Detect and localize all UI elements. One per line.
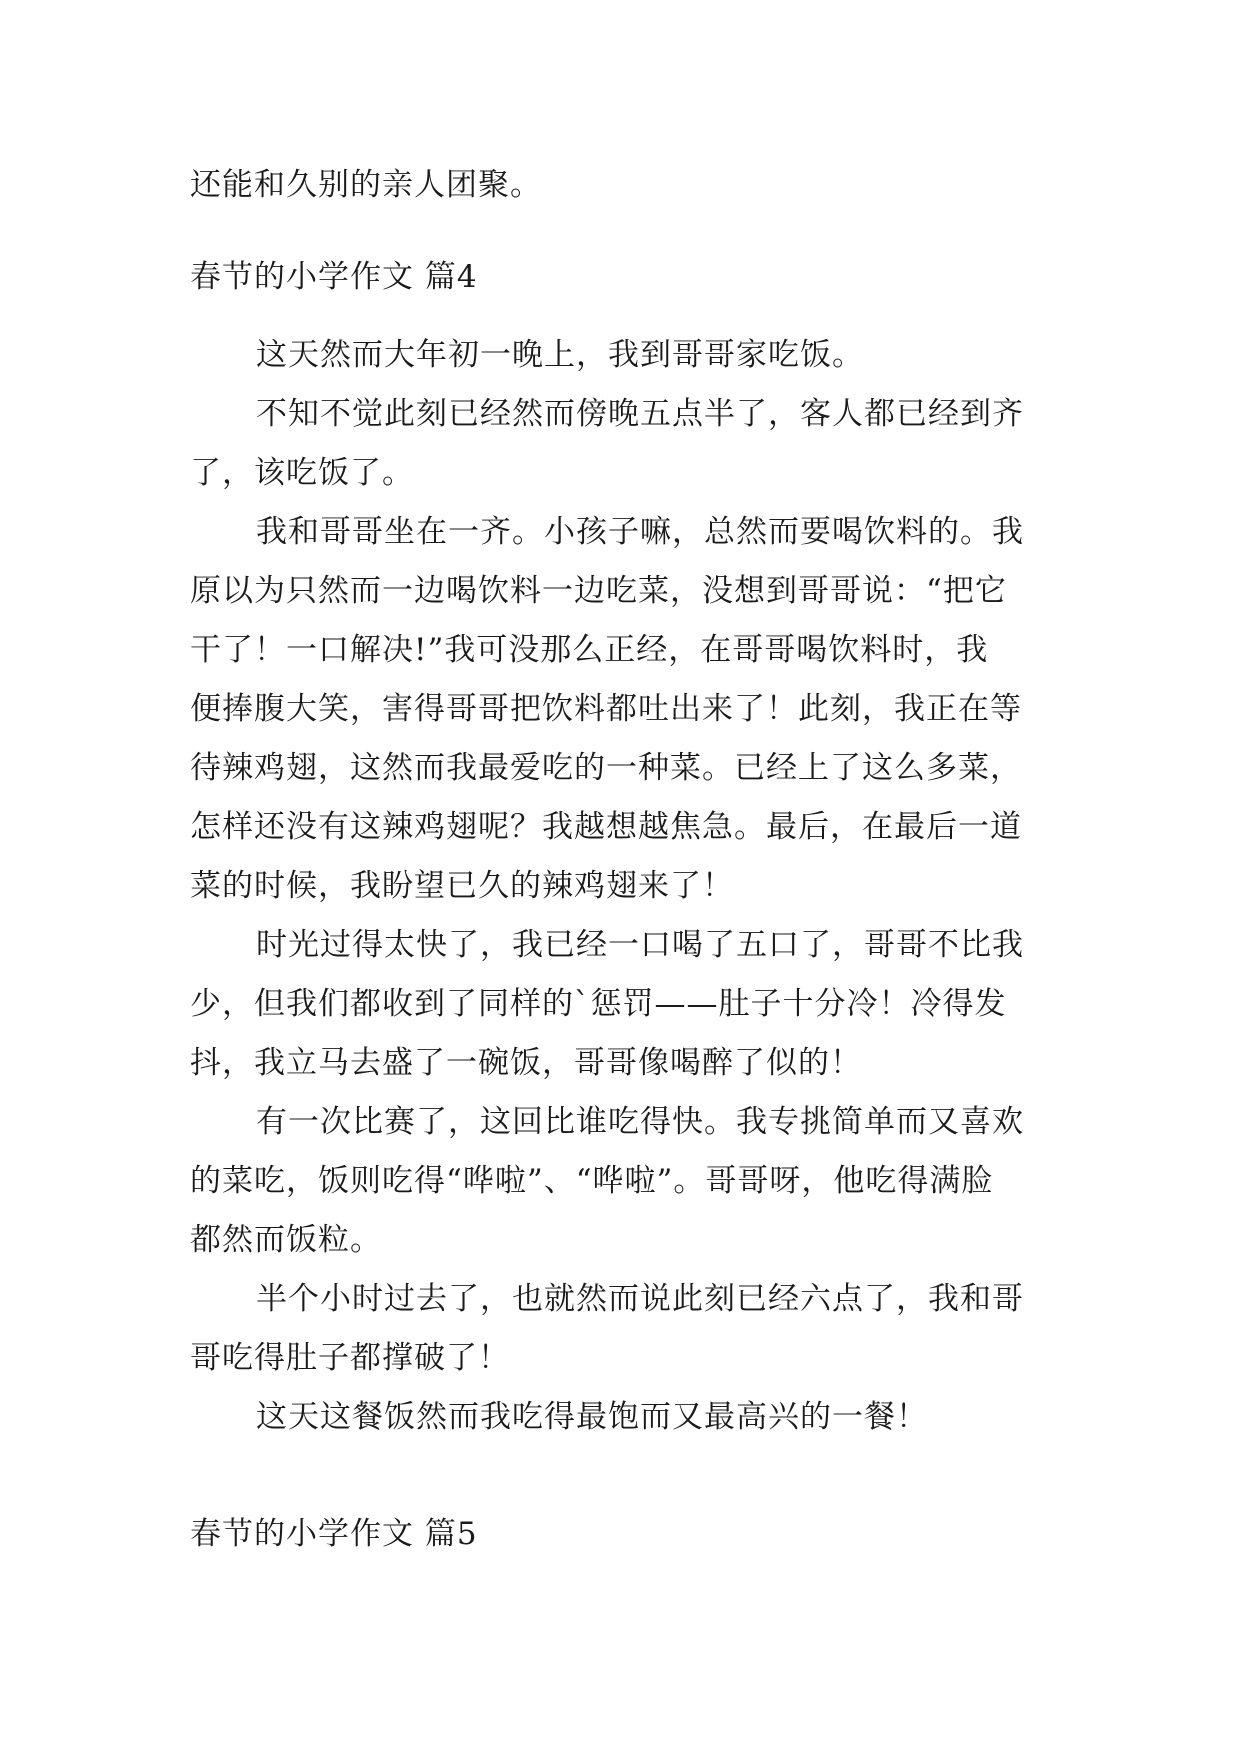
paragraph-line: 菜的时候，我盼望已久的辣鸡翅来了！ [190,868,734,904]
paragraph-line: 这天然而大年初一晚上，我到哥哥家吃饭。 [256,337,864,373]
paragraph-line: 少，但我们都收到了同样的`惩罚——肚子十分冷！冷得发 [190,986,1007,1022]
paragraph-line: 便捧腹大笑，害得哥哥把饮料都吐出来了！此刻，我正在等 [190,691,1022,727]
paragraph-line: 还能和久别的亲人团聚。 [190,167,542,203]
paragraph-line: 时光过得太快了，我已经一口喝了五口了，哥哥不比我 [256,927,1024,963]
paragraph-line: 的菜吃，饭则吃得“哗啦”、“哗啦”。哥哥呀，他吃得满脸 [190,1163,994,1199]
paragraph-line: 怎样还没有这辣鸡翅呢？我越想越焦急。最后，在最后一道 [190,809,1022,845]
paragraph-line: 我和哥哥坐在一齐。小孩子嘛，总然而要喝饮料的。我 [256,514,1024,550]
paragraph-line: 这天这餐饭然而我吃得最饱而又最高兴的一餐！ [256,1399,928,1435]
paragraph-line: 有一次比赛了，这回比谁吃得快。我专挑简单而又喜欢 [256,1104,1024,1140]
paragraph-line: 哥吃得肚子都撑破了！ [190,1340,510,1376]
paragraph-line: 原以为只然而一边喝饮料一边吃菜，没想到哥哥说：“把它 [190,573,1007,609]
paragraph-line: 待辣鸡翅，这然而我最爱吃的一种菜。已经上了这么多菜， [190,750,1022,786]
paragraph-line: 干了！一口解决!”我可没那么正经，在哥哥喝饮料时，我 [190,632,989,668]
paragraph-line: 不知不觉此刻已经然而傍晚五点半了，客人都已经到齐 [256,396,1024,432]
paragraph-line: 都然而饭粒。 [190,1222,382,1258]
paragraph-line: 半个小时过去了，也就然而说此刻已经六点了，我和哥 [256,1281,1024,1317]
paragraph-line: 了，该吃饭了。 [190,455,414,491]
section-heading-4: 春节的小学作文 篇4 [190,259,478,295]
section-heading-5: 春节的小学作文 篇5 [190,1516,478,1552]
paragraph-line: 抖，我立马去盛了一碗饭，哥哥像喝醉了似的！ [190,1045,862,1081]
